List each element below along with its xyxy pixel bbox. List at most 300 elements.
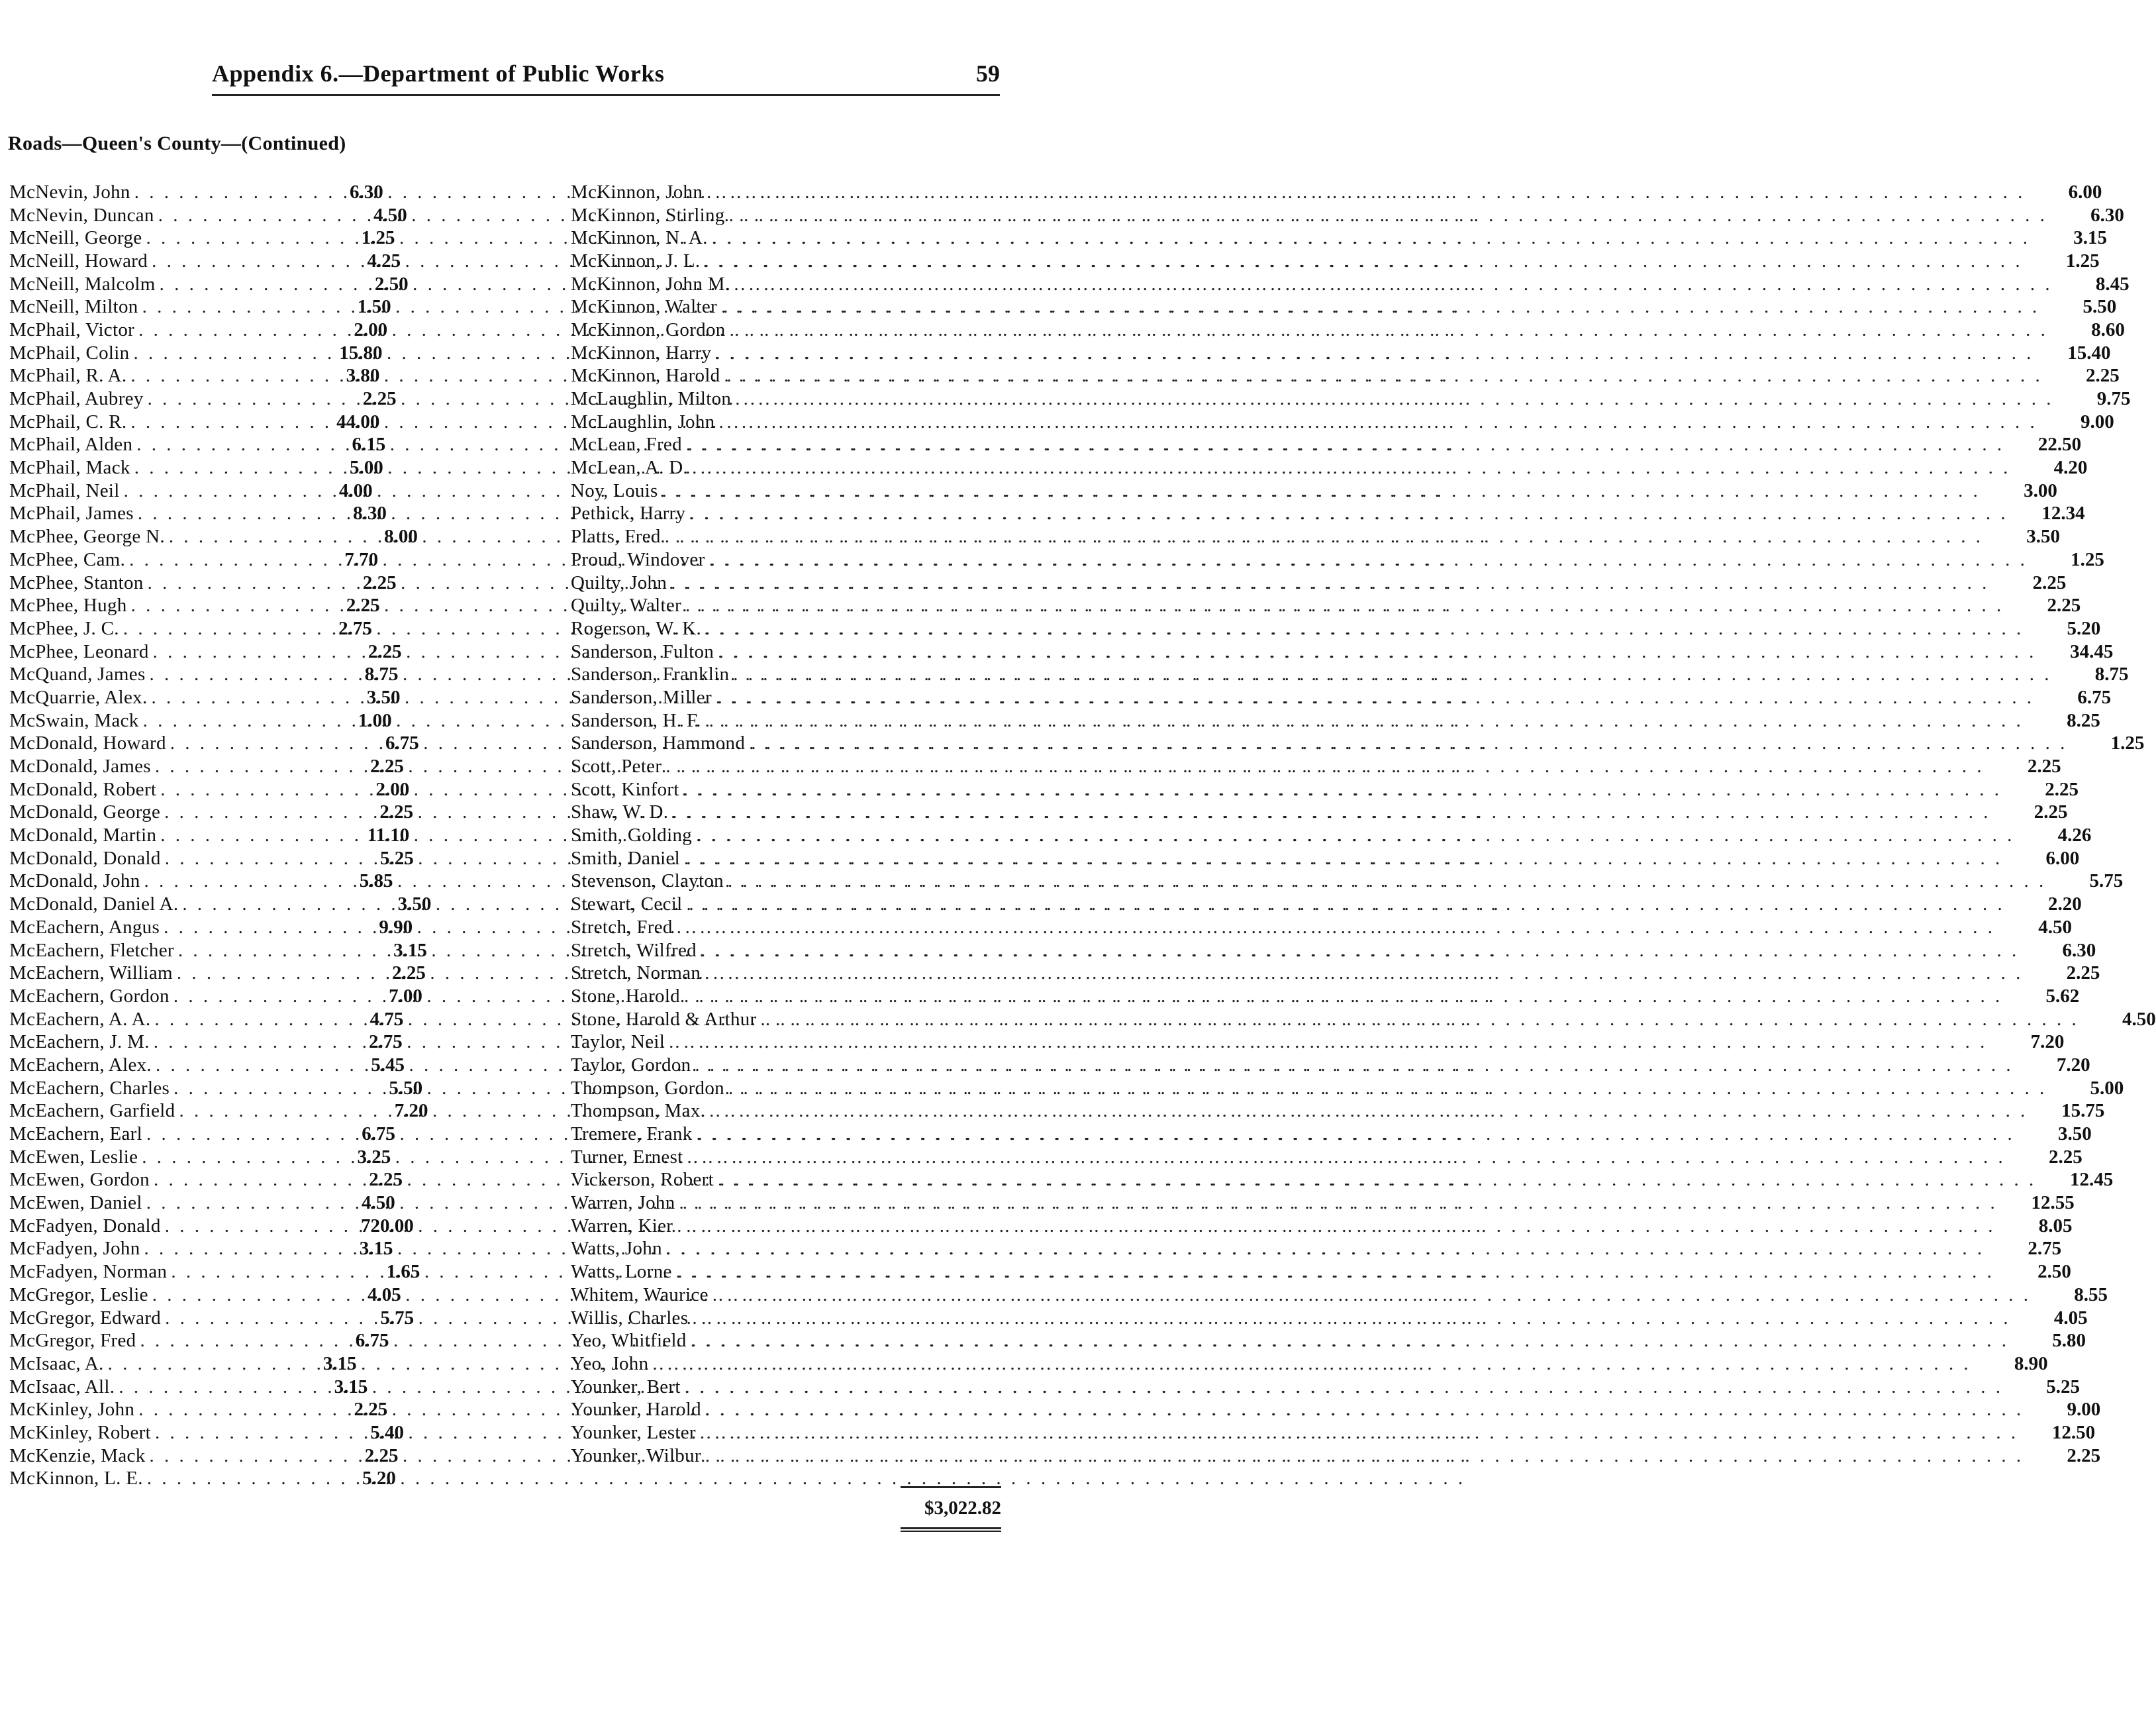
list-item: [9, 1215, 440, 1238]
payee-name: McPhee, Hugh: [9, 595, 127, 617]
dot-leader: [681, 595, 2008, 617]
list-item: [9, 273, 440, 296]
dot-leader: [648, 1353, 1975, 1375]
payee-name: Younker, Wilbur: [571, 1444, 701, 1466]
list-item: [571, 1191, 2075, 1215]
payment-amount: 2.25: [2027, 756, 2061, 778]
list-item: [9, 387, 440, 411]
dot-leader: [134, 319, 315, 341]
payment-amount: 3.50: [2026, 526, 2060, 548]
payment-amount: 8.25: [2067, 709, 2100, 731]
list-item: [571, 755, 2061, 778]
list-item: [9, 824, 440, 847]
dot-leader: [170, 1078, 350, 1099]
list-item: [9, 594, 440, 617]
payment-amount: 2.25: [346, 595, 380, 617]
payee-name: McKinnon, N. A.: [571, 227, 708, 249]
payee-name: McEachern, Garfield: [9, 1100, 175, 1122]
payee-name: McEachern, Alex.: [9, 1054, 152, 1076]
payee-name: Stewart, Cecil: [571, 893, 683, 915]
payment-amount: 12.50: [2051, 1421, 2096, 1443]
payment-amount: 2.25: [368, 640, 402, 662]
payee-name: Sanderson, Miller: [571, 686, 712, 708]
list-item: [571, 893, 2082, 916]
dot-leader: [720, 365, 2047, 387]
payment-amount: 1.25: [2065, 250, 2100, 272]
list-item: [9, 893, 440, 916]
list-item: [571, 801, 2068, 825]
list-item: [571, 1100, 2105, 1123]
dot-leader: [142, 227, 322, 249]
payee-name: Younker, Bert: [571, 1376, 681, 1397]
payment-amount: 5.75: [380, 1307, 415, 1329]
payment-amount: 5.80: [2052, 1330, 2086, 1352]
payment-amount: 9.00: [2080, 411, 2114, 432]
list-item: [9, 1352, 440, 1376]
payee-name: Thompson, Max.: [571, 1100, 706, 1122]
list-item: [9, 732, 440, 756]
dot-leader: [756, 1009, 2082, 1031]
dot-leader: [745, 732, 2071, 754]
dot-leader: [714, 411, 2041, 433]
payment-amount: 34.45: [2070, 640, 2114, 662]
list-item: [9, 295, 440, 319]
list-item: [9, 1238, 440, 1261]
payment-amount: 2.25: [2066, 962, 2100, 984]
payee-name: McFadyen, John: [9, 1238, 140, 1260]
payee-name: McEachern, Angus: [9, 916, 160, 938]
dot-leader: [129, 342, 309, 364]
payment-amount: 12.45: [2069, 1169, 2114, 1191]
list-item: [571, 663, 2129, 686]
payee-name: McGregor, Leslie: [9, 1284, 148, 1305]
payee-name: Shaw, W. D.: [571, 801, 669, 823]
payee-name: McDonald, John: [9, 870, 140, 892]
list-item: [9, 755, 440, 778]
payment-amount: 4.50: [2038, 916, 2072, 938]
payee-name: McPhee, George N.: [9, 526, 165, 548]
list-item: [9, 1100, 440, 1123]
payee-name: McLean, A. D.: [571, 457, 689, 479]
payee-name: McFadyen, Norman: [9, 1261, 168, 1283]
payment-amount: 2.00: [375, 778, 410, 800]
dot-leader: [156, 274, 336, 295]
payee-name: Smith, Golding: [571, 825, 693, 846]
payee-name: McNeill, Milton: [9, 296, 138, 318]
payment-amount: 6.75: [385, 732, 419, 754]
list-item: [9, 847, 440, 870]
payee-name: McNeill, Howard: [9, 250, 148, 272]
payee-name: Smith, Daniel: [571, 847, 680, 869]
payee-name: McDonald, James: [9, 756, 151, 778]
payment-amount: 9.00: [2067, 1399, 2101, 1421]
list-item: [571, 411, 2114, 434]
payee-name: McDonald, Howard: [9, 732, 166, 754]
list-item: [9, 434, 440, 457]
payee-name: McEachern, Charles: [9, 1077, 170, 1099]
payee-name: Sanderson, H. F.: [571, 709, 701, 731]
dot-leader: [668, 801, 1994, 823]
payment-amount: 6.00: [2045, 847, 2080, 869]
dot-leader: [691, 1054, 2017, 1076]
list-item: [9, 1284, 440, 1307]
list-item: [571, 617, 2101, 640]
dot-leader: [150, 1031, 330, 1053]
payee-name: Proud, Windover: [571, 548, 705, 570]
list-item: [9, 1077, 440, 1100]
list-item: [571, 548, 2104, 572]
payment-amount: 2.50: [2037, 1261, 2071, 1283]
payee-name: McQuand, James: [9, 664, 146, 685]
payment-amount: 1.25: [361, 227, 395, 249]
list-item: [9, 709, 440, 732]
payment-amount: 3.50: [2058, 1123, 2092, 1145]
list-item: [9, 227, 440, 250]
payee-name: Warren, John: [571, 1192, 675, 1214]
list-item: [571, 273, 2130, 296]
dot-leader: [148, 1284, 328, 1306]
payee-name: Thompson, Gordon: [571, 1077, 724, 1099]
payee-name: Sanderson, Hammond: [571, 732, 746, 754]
page-title: Appendix 6.—Department of Public Works: [212, 60, 665, 87]
payment-amount: 7.20: [2056, 1054, 2090, 1076]
payment-amount: 8.90: [2014, 1352, 2048, 1374]
payment-amount: 3.00: [2024, 479, 2057, 501]
dot-leader: [167, 1261, 347, 1283]
payee-name: McIsaac, All.: [9, 1376, 115, 1397]
dot-leader: [161, 1307, 341, 1329]
list-item: [9, 1123, 440, 1146]
list-item: [571, 709, 2100, 732]
payment-amount: 5.20: [2067, 617, 2101, 639]
list-item: [9, 778, 440, 801]
dot-leader: [717, 296, 2043, 318]
payment-amount: 4.26: [2057, 825, 2092, 846]
payment-amount: 2.25: [362, 388, 397, 410]
payee-name: Quilty, John: [571, 572, 667, 593]
payee-name: McNevin, John: [9, 181, 130, 203]
payment-amount: 15.75: [2061, 1100, 2105, 1122]
payment-amount: 7.20: [394, 1100, 428, 1122]
list-item: [9, 1191, 440, 1215]
dot-leader: [119, 618, 299, 640]
list-item: [571, 1008, 2156, 1031]
list-item: [9, 1169, 440, 1192]
dot-leader: [178, 893, 358, 915]
payee-name: Sanderson, Fulton: [571, 640, 714, 662]
dot-leader: [160, 801, 340, 823]
payment-amount: 22.50: [2037, 434, 2082, 456]
payment-amount: 8.00: [384, 526, 418, 548]
payment-amount: 3.50: [366, 686, 401, 708]
list-item: [9, 411, 440, 434]
list-item: [571, 1215, 2073, 1238]
list-item: [9, 365, 440, 388]
list-item: [9, 962, 440, 985]
payment-amount: 3.15: [393, 939, 427, 961]
list-item: [571, 525, 2060, 548]
dot-leader: [658, 480, 1984, 502]
list-item: [9, 456, 440, 479]
list-item: [9, 640, 440, 664]
dot-leader: [166, 732, 346, 754]
payment-amount: 2.25: [354, 1399, 388, 1421]
payee-name: McIsaac, A.: [9, 1352, 104, 1374]
payee-name: McKinnon, L. E.: [9, 1468, 143, 1489]
payee-name: McEwen, Leslie: [9, 1146, 138, 1168]
list-item: [9, 1468, 440, 1491]
list-item: [571, 342, 2111, 365]
list-item: [9, 939, 440, 962]
dot-leader: [126, 411, 307, 433]
dot-leader: [708, 227, 2034, 249]
payee-name: McLaughlin, John: [571, 411, 715, 432]
dot-leader: [160, 917, 340, 938]
payee-name: McKinnon, Walter: [571, 296, 717, 318]
list-item: [571, 594, 2081, 617]
list-item: [9, 686, 440, 709]
list-item: [9, 479, 440, 503]
dot-leader: [126, 365, 307, 387]
list-item: [571, 939, 2096, 962]
payment-amount: 1.25: [2110, 732, 2145, 754]
payee-name: McDonald, George: [9, 801, 161, 823]
dot-leader: [150, 1169, 330, 1191]
dot-leader: [692, 825, 2018, 846]
payment-amount: 1.50: [357, 296, 391, 318]
dot-leader: [672, 1261, 1998, 1283]
dot-leader: [175, 1100, 355, 1122]
dot-leader: [661, 526, 1987, 548]
payee-name: McFadyen, Donald: [9, 1215, 161, 1237]
dot-leader: [724, 870, 2050, 892]
dot-leader: [144, 572, 324, 594]
dot-leader: [724, 1078, 2051, 1099]
payment-amount: 4.00: [338, 479, 373, 501]
dot-leader: [693, 1123, 2019, 1145]
payee-name: Noy, Louis: [571, 479, 658, 501]
dot-leader: [665, 1031, 1991, 1053]
list-item: [571, 365, 2120, 388]
list-item: [9, 870, 440, 893]
list-item: [571, 1123, 2092, 1146]
payee-name: Stretch, Wilfred: [571, 939, 697, 961]
payee-name: Stretch, Norman: [571, 962, 701, 984]
payment-amount: 4.05: [368, 1284, 401, 1305]
dot-leader: [151, 1422, 331, 1444]
right-column: [571, 181, 2156, 1468]
list-item: [9, 1421, 440, 1444]
dot-leader: [673, 1215, 1999, 1237]
dot-leader: [174, 940, 354, 962]
payment-amount: 6.30: [349, 181, 383, 203]
list-item: [9, 1260, 440, 1284]
list-item: [9, 663, 440, 686]
dot-leader: [142, 1192, 322, 1214]
dot-leader: [685, 503, 2012, 525]
dot-leader: [680, 985, 2006, 1007]
payment-amount: 4.50: [373, 204, 407, 226]
payee-name: McNevin, Duncan: [9, 204, 154, 226]
payee-name: Rogerson, W. K.: [571, 617, 702, 639]
list-item: [571, 1146, 2082, 1169]
payment-amount: 4.25: [367, 250, 401, 272]
payee-name: Watts, Lorne: [571, 1261, 672, 1283]
list-item: [571, 1169, 2114, 1192]
payment-amount: 5.20: [362, 1468, 396, 1489]
dot-leader: [705, 549, 2032, 571]
payee-name: McKinnon, Stirling: [571, 204, 725, 226]
payment-amount: 5.40: [370, 1421, 404, 1443]
dot-leader: [144, 388, 324, 410]
payment-amount: 2.75: [2028, 1238, 2062, 1260]
list-item: [571, 1376, 2080, 1399]
dot-leader: [115, 1376, 295, 1398]
dot-leader: [148, 250, 328, 272]
payee-name: Willis, Charles: [571, 1307, 689, 1329]
payment-amount: 12.34: [2041, 503, 2085, 525]
dot-leader: [709, 1284, 2035, 1306]
list-item: [9, 1329, 440, 1352]
total-double-rule: [901, 1527, 1001, 1532]
payment-amount: 7.20: [2030, 1031, 2065, 1053]
payment-amount: 6.30: [2062, 939, 2096, 961]
dot-leader: [714, 641, 2040, 663]
dot-leader: [125, 549, 305, 571]
section-title: Roads—Queen's County—(Continued): [8, 132, 346, 154]
list-item: [9, 572, 440, 595]
payment-amount: 2.25: [2045, 778, 2079, 800]
payment-amount: 5.50: [2082, 296, 2117, 318]
dot-leader: [701, 1445, 2028, 1467]
payment-amount: 5.62: [2045, 985, 2080, 1007]
payment-amount: 6.75: [355, 1330, 389, 1352]
list-item: [571, 847, 2080, 870]
payee-name: McGregor, Edward: [9, 1307, 162, 1329]
payment-amount: 7.70: [344, 548, 379, 570]
dot-leader: [726, 319, 2052, 341]
payee-name: Younker, Lester: [571, 1421, 696, 1443]
list-item: [571, 181, 2102, 204]
payment-amount: 8.55: [2074, 1284, 2108, 1305]
payment-amount: 9.75: [2096, 388, 2131, 410]
dot-leader: [149, 641, 329, 663]
payment-amount: 6.75: [2077, 686, 2112, 708]
payee-name: Scott, Kinfort: [571, 778, 679, 800]
list-item: [9, 1146, 440, 1169]
dot-leader: [132, 434, 313, 456]
dot-leader: [138, 296, 318, 318]
list-item: [571, 295, 2117, 319]
payment-amount: 2.25: [392, 962, 426, 984]
payee-name: McDonald, Donald: [9, 847, 161, 869]
payee-name: McEachern, J. M.: [9, 1031, 150, 1053]
dot-leader: [667, 572, 1993, 594]
list-item: [9, 617, 440, 640]
payee-name: McQuarrie, Alex.: [9, 686, 148, 708]
dot-leader: [154, 205, 334, 227]
dot-leader: [662, 756, 1988, 778]
page-header: [212, 60, 1000, 96]
dot-leader: [712, 687, 2038, 709]
dot-leader: [156, 779, 336, 801]
payment-amount: 4.05: [2053, 1307, 2088, 1329]
list-item: [9, 204, 440, 227]
list-item: [571, 916, 2072, 939]
payee-name: McKinley, John: [9, 1399, 135, 1421]
payee-name: Warren, Kier: [571, 1215, 673, 1237]
list-item: [571, 503, 2085, 526]
payee-name: McEachern, William: [9, 962, 173, 984]
payment-amount: 5.75: [2089, 870, 2124, 892]
dot-leader: [680, 848, 2006, 870]
dot-leader: [688, 457, 2014, 479]
dot-leader: [134, 1399, 315, 1421]
payee-name: Stone, Harold & Arthur: [571, 1008, 757, 1030]
dot-leader: [683, 893, 2009, 915]
payee-name: McEwen, Daniel: [9, 1192, 142, 1214]
dot-leader: [140, 1238, 320, 1260]
payee-name: Vickerson, Robert: [571, 1169, 714, 1191]
payee-name: Yeo, John: [571, 1352, 649, 1374]
list-item: [9, 1307, 440, 1330]
dot-leader: [673, 917, 1999, 938]
payment-amount: 3.15: [2073, 227, 2107, 249]
dot-leader: [683, 1146, 2010, 1168]
payee-name: McKenzie, Mack: [9, 1444, 146, 1466]
list-item: [571, 250, 2100, 273]
dot-leader: [151, 756, 331, 778]
dot-leader: [688, 1307, 2014, 1329]
dot-leader: [703, 181, 2029, 203]
payee-name: Stevenson, Clayton: [571, 870, 724, 892]
dot-leader: [687, 1330, 2013, 1352]
dot-leader: [662, 1238, 1988, 1260]
grand-total: $3,022.82: [924, 1497, 1001, 1519]
list-item: [9, 1376, 440, 1399]
dot-leader: [729, 664, 2055, 685]
payment-amount: 4.50: [361, 1192, 395, 1214]
payment-amount: 2.25: [364, 1444, 399, 1466]
payee-name: McPhee, Cam.: [9, 548, 126, 570]
dot-leader: [139, 710, 319, 732]
list-item: [9, 250, 440, 273]
payment-amount: 6.15: [352, 434, 386, 456]
payment-amount: 6.30: [2090, 204, 2124, 226]
payment-amount: 2.25: [2034, 801, 2068, 823]
payment-amount: 11.10: [367, 825, 410, 846]
list-item: [571, 1398, 2101, 1421]
list-item: [571, 227, 2107, 250]
payment-amount: 2.25: [2067, 1444, 2101, 1466]
payment-amount: 1.00: [358, 709, 392, 731]
payment-amount: 5.45: [371, 1054, 405, 1076]
dot-leader: [130, 181, 311, 203]
payee-name: McPhail, James: [9, 503, 134, 525]
dot-leader: [170, 985, 350, 1007]
list-item: [571, 732, 2145, 756]
dot-leader: [140, 870, 320, 892]
list-item: [571, 387, 2131, 411]
payment-amount: 3.25: [357, 1146, 391, 1168]
payee-name: McLaughlin, Milton: [571, 388, 732, 410]
dot-leader: [681, 1376, 2007, 1398]
list-item: [571, 1238, 2062, 1261]
list-item: [9, 1444, 440, 1468]
payment-amount: 5.00: [2090, 1077, 2124, 1099]
payment-amount: 44.00: [336, 411, 380, 432]
payee-name: McDonald, Robert: [9, 778, 157, 800]
